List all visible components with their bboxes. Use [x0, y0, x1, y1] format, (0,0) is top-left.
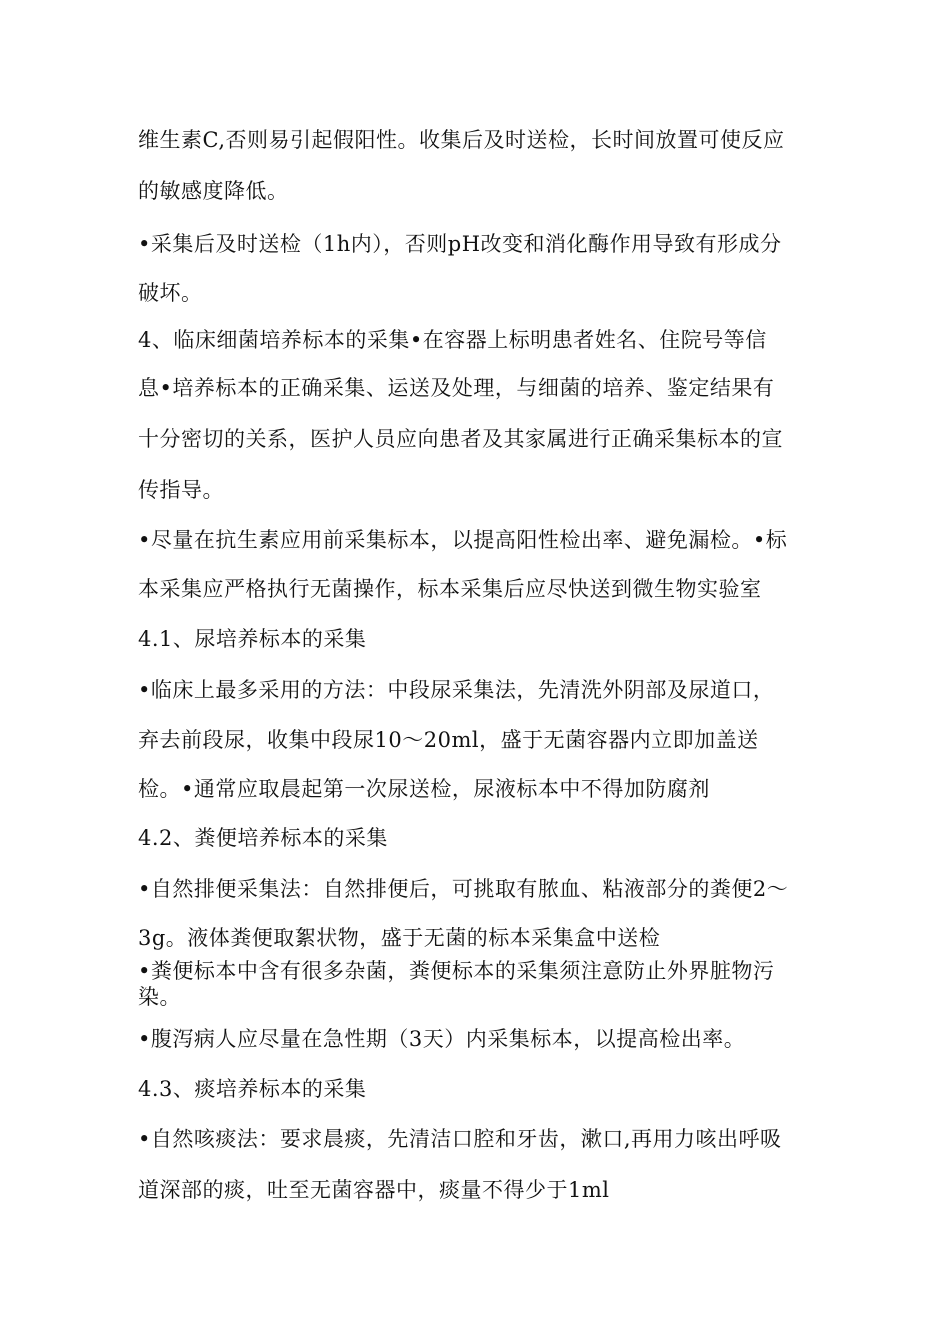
text-line: •尽量在抗生素应用前采集标本，以提高阳性检出率、避免漏检。•标: [138, 528, 788, 552]
section-heading: 4.3、痰培养标本的采集: [138, 1077, 367, 1101]
text-line: 十分密切的关系，医护人员应向患者及其家属进行正确采集标本的宣: [138, 427, 783, 451]
text-line: 检。•通常应取晨起第一次尿送检，尿液标本中不得加防腐剂: [138, 777, 710, 801]
text-line: 道深部的痰，吐至无菌容器中，痰量不得少于1ml: [138, 1178, 610, 1202]
text-line: 息•培养标本的正确采集、运送及处理，与细菌的培养、鉴定结果有: [138, 376, 775, 400]
text-line: 本采集应严格执行无菌操作，标本采集后应尽快送到微生物实验室: [138, 577, 762, 601]
text-line: 3g。液体粪便取絮状物，盛于无菌的标本采集盒中送检: [138, 926, 661, 950]
text-line: 破坏。: [138, 281, 203, 305]
text-line: 4、临床细菌培养标本的采集•在容器上标明患者姓名、住院号等信: [138, 328, 767, 352]
text-line: •腹泻病人应尽量在急性期（3天）内采集标本，以提高检出率。: [138, 1027, 746, 1051]
text-line: •自然咳痰法：要求晨痰，先清洁口腔和牙齿，漱口,再用力咳出呼吸: [138, 1127, 782, 1151]
text-line: 弃去前段尿，收集中段尿10〜20ml，盛于无菌容器内立即加盖送: [138, 728, 759, 752]
text-line: •临床上最多采用的方法：中段尿采集法，先清洗外阴部及尿道口，: [138, 678, 775, 702]
text-line: 维生素C,否则易引起假阳性。收集后及时送检，长时间放置可使反应: [138, 128, 785, 152]
text-line: •采集后及时送检（1h内），否则pH改变和消化酶作用导致有形成分: [138, 232, 782, 256]
text-line: •自然排便采集法：自然排便后，可挑取有脓血、粘液部分的粪便2〜: [138, 877, 789, 901]
text-line: 的敏感度降低。: [138, 179, 289, 203]
section-heading: 4.2、粪便培养标本的采集: [138, 826, 388, 850]
text-line: 染。: [138, 985, 181, 1009]
text-line: •粪便标本中含有很多杂菌，粪便标本的采集须注意防止外界脏物污: [138, 959, 775, 983]
section-heading: 4.1、尿培养标本的采集: [138, 627, 367, 651]
text-line: 传指导。: [138, 478, 224, 502]
